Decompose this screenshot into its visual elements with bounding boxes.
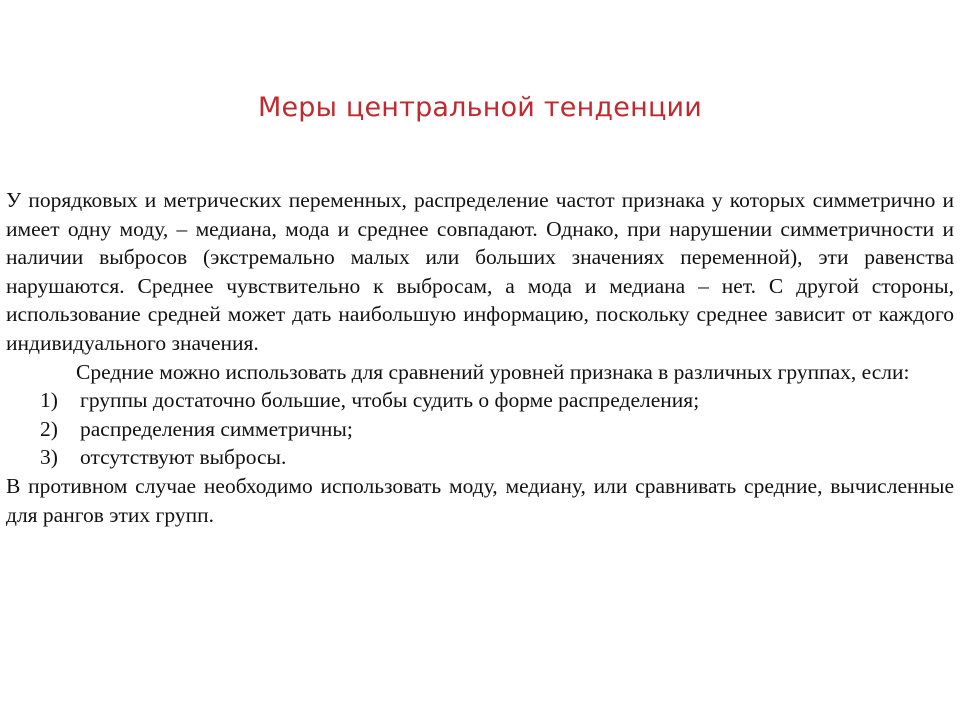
paragraph-conclusion: В противном случае необходимо использовать моду, медиану, или сравнивать средние, вычисленные для рангов этих групп. — [6, 473, 954, 527]
list-item — [6, 386, 954, 415]
list-item-number: 1) — [40, 388, 58, 413]
list-item — [6, 443, 954, 472]
conditions-list — [6, 386, 954, 472]
list-item-number: 2) — [40, 416, 58, 441]
slide-title: Меры центральной тенденции — [257, 92, 703, 123]
list-item-number: 3) — [40, 445, 58, 470]
list-item-text: группы достаточно большие, чтобы судить о форме распределения; — [80, 388, 700, 413]
list-item-text: распределения симметричны; — [80, 416, 353, 441]
paragraph-intro: У порядковых и метрических переменных, распределение частот признака у которых симметрично и имеет одну моду, – медиана, мода и среднее совпадают. Однако, при нарушении симметричности и наличии выбросов (экстремально малых или больших значениях переменной), эти равенства нарушаются. Среднее чувствительно к выбросам, а мода и медиана – нет. С другой стороны, использование средней может дать наибольшую информацию, поскольку среднее зависит от каждого индивидуального значения. — [6, 188, 954, 355]
slide-body — [6, 186, 954, 529]
paragraph-conditions-intro: Средние можно использовать для сравнений уровней признака в различных группах, если: — [76, 359, 910, 384]
list-item — [6, 415, 954, 444]
list-item-text: отсутствуют выбросы. — [80, 445, 287, 470]
